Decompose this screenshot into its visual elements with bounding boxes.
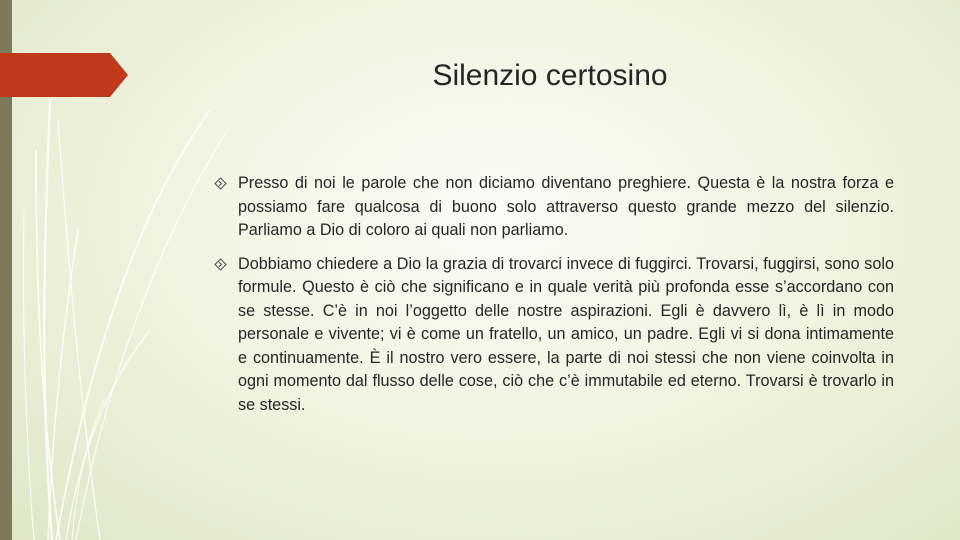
title-accent-flag	[0, 53, 130, 97]
diamond-arrow-icon	[214, 258, 227, 271]
bullet-list	[214, 172, 894, 427]
bullet-text: Presso di noi le parole che non diciamo diventano preghiere. Questa è la nostra forza e possiamo fare qualcosa di buono solo attraverso questo grande mezzo del silenzio. Parliamo a Dio di coloro ai quali non parliamo.	[238, 174, 894, 239]
bullet-text: Dobbiamo chiedere a Dio la grazia di trovarci invece di fuggirci. Trovarsi, fuggirsi, sono solo formule. Questo è ciò che significano e in quale verità più profonda esse s’accordano con se stesse. C’è in noi l’oggetto delle nostre aspirazioni. Egli è davvero lì, è lì in modo personale e vivente; vi è come un fratello, un amico, un padre. Egli vi si dona intimamente e continuamente. È il nostro vero essere, la parte di noi stessi che non viene coinvolta in ogni momento dal flusso delle cose, ciò che c’è immutabile ed eterno. Trovarsi è trovarlo in se stessi.	[238, 254, 894, 414]
bullet-item	[214, 253, 894, 418]
slide-title: Silenzio certosino	[432, 59, 668, 92]
diamond-arrow-icon	[214, 177, 227, 190]
bullet-item	[214, 172, 894, 243]
